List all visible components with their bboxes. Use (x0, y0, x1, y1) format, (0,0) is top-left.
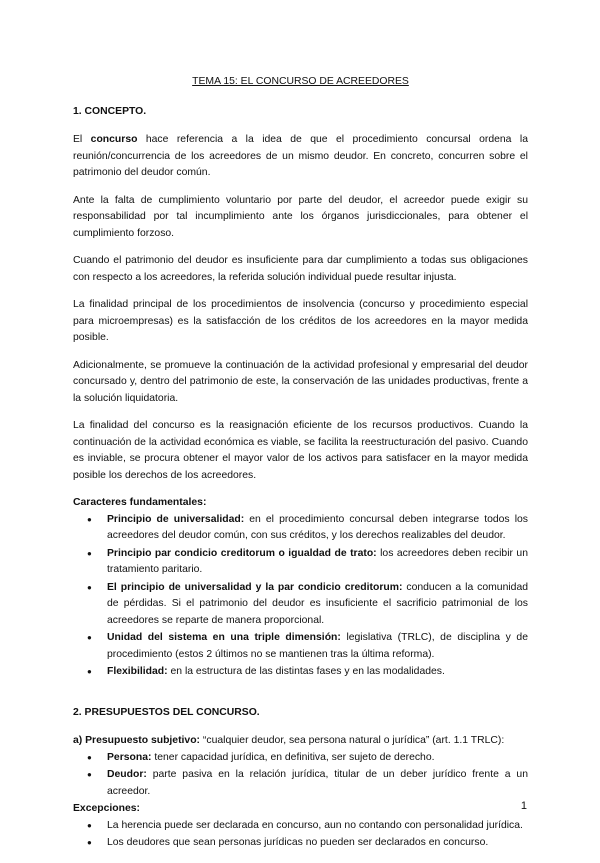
list-item: ● Deudor: parte pasiva en la relación jurídica, titular de un deber jurídico frente a un acreedor. (73, 767, 528, 800)
caracteres-heading: Caracteres fundamentales: (73, 497, 207, 508)
list-item: ● Persona: tener capacidad jurídica, en definitiva, ser sujeto de derecho. (73, 750, 528, 767)
section-2-heading: 2. PRESUPUESTOS DEL CONCURSO. (73, 706, 260, 718)
list-item: ● Principio de universalidad: en el procedimiento concursal deben integrarse todos los acreedores del deudor común, con sus créditos, y los derechos realizables del deudor. (73, 512, 528, 545)
paragraph-finalidad: La finalidad principal de los procedimientos de insolvencia (concurso y procedimiento especial para microempresas) es la satisfacción de los créditos de los acreedores en la mayor medida posible. (73, 299, 528, 343)
page-number: 1 (520, 800, 527, 812)
excepciones-heading: Excepciones: (73, 803, 140, 814)
presupuesto-list (73, 750, 528, 801)
list-item: ● El principio de universalidad y la par condicio creditorum: conducen a la comunidad de pérdidas. Si el patrimonio del deudor es insuficiente el sacrificio patrimonial de los acreedores se reparte de manera proporcional. (73, 580, 528, 630)
page-title: TEMA 15: EL CONCURSO DE ACREEDORES (192, 76, 409, 87)
paragraph-concepto: El concurso hace referencia a la idea de que el procedimiento concursal ordena la reunión/concurrencia de los acreedores de un mismo deudor. En concreto, concurren sobre el patrimonio del deudor común. (73, 134, 528, 178)
list-item: ● Flexibilidad: en la estructura de las distintas fases y en las modalidades. (73, 664, 528, 681)
caracteres-list (73, 512, 528, 681)
excepciones-list (73, 818, 528, 852)
paragraph-continuacion: Adicionalmente, se promueve la continuación de la actividad profesional y empresarial del deudor concursado y, dentro del patrimonio de este, la conservación de las unidades productivas, frente a la solución liquidatoria. (73, 359, 528, 404)
list-item: ● La herencia puede ser declarada en concurso, aun no contando con personalidad jurídica. (73, 818, 528, 835)
list-item: ● Unidad del sistema en una triple dimensión: legislativa (TRLC), de disciplina y de procedimiento (estos 2 últimos no se mantienen tras la última reforma). (73, 630, 528, 663)
paragraph-cumplimiento: Ante la falta de cumplimiento voluntario por parte del deudor, el acreedor puede exigir su responsabilidad por tal incumplimiento ante los órganos jurisdiccionales, para obtener el cumplimiento forzoso. (73, 194, 528, 239)
list-item: ● Los deudores que sean personas jurídicas no pueden ser declarados en concurso. (73, 835, 528, 852)
section-1-heading: 1. CONCEPTO. (73, 105, 147, 117)
presupuesto-subjetivo: a) Presupuesto subjetivo: “cualquier deudor, sea persona natural o jurídica” (art. 1.1 TRLC): (73, 735, 505, 746)
paragraph-patrimonio: Cuando el patrimonio del deudor es insuficiente para dar cumplimiento a todas sus obligaciones con respecto a los acreedores, la referida solución individual puede resultar injusta. (73, 255, 528, 283)
paragraph-reasignacion: La finalidad del concurso es la reasignación eficiente de los recursos productivos. Cuando la continuación de la actividad económica es viable, se facilita la reestructuración del pasivo. Cuando es inviable, se procura obtener el mayor valor de los activos para satisfacer en la mayor medida posible los derechos de los acreedores. (73, 420, 528, 481)
list-item: ● Principio par condicio creditorum o igualdad de trato: los acreedores deben recibir un tratamiento paritario. (73, 546, 528, 579)
document-page (73, 74, 528, 863)
